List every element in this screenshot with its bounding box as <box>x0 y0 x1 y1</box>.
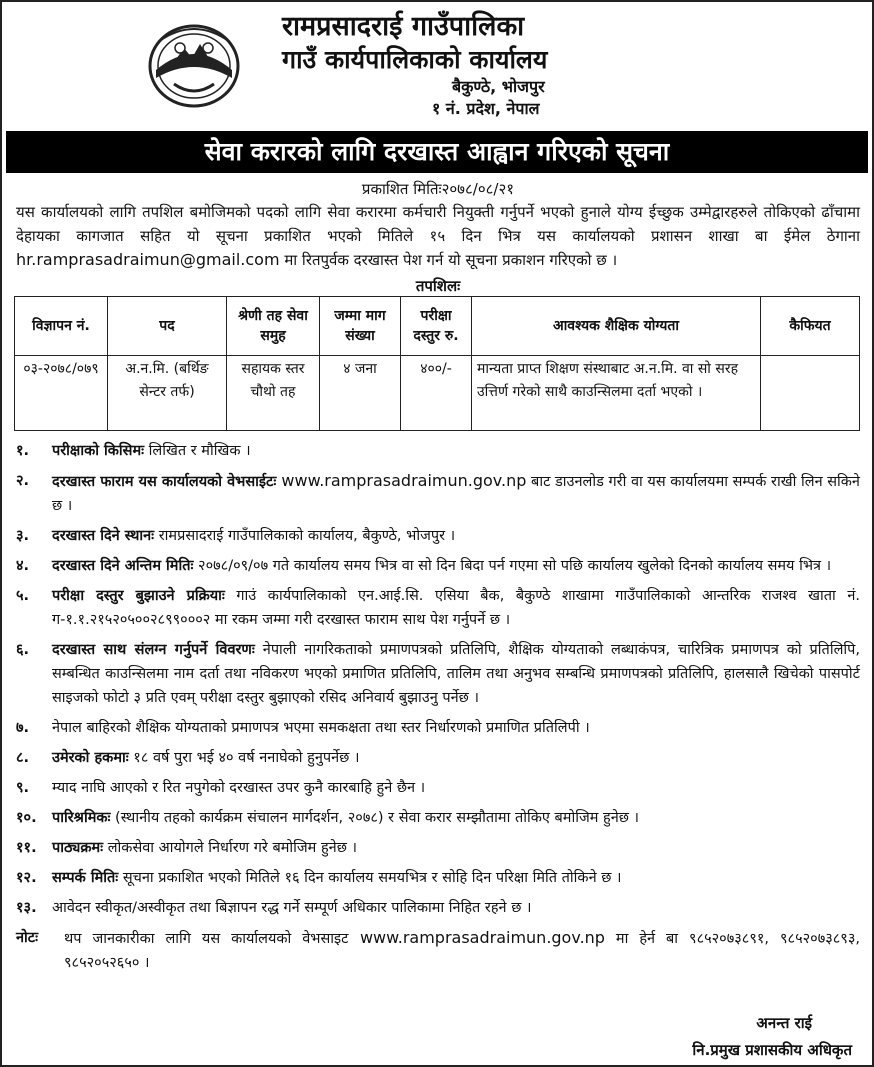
province-name: १ नं. प्रदेश, नेपाल <box>432 99 540 118</box>
signatory-name: अनन्त राई <box>756 1014 812 1032</box>
col-header-ad-no: विज्ञापन नं. <box>15 297 108 356</box>
item-number: १०. <box>16 810 37 826</box>
signatory-title: नि.प्रमुख प्रशासकीय अधिकृत <box>692 1041 852 1059</box>
list-item <box>16 584 860 632</box>
item-text: आवेदन स्वीकृत/अस्वीकृत तथा बिज्ञापन रद्ध गर्ने सम्पूर्ण अधिकार पालिकामा निहित रहने छ । <box>52 900 532 916</box>
item-text: (स्थानीय तहको कार्यक्रम संचालन मार्गदर्शन, २०७८) र सेवा करार सम्झौतामा तोकिए बमोजिम हुनेछ । <box>110 810 640 826</box>
office-title <box>282 10 547 120</box>
col-header-level: श्रेणी तह सेवा समुह <box>227 297 320 356</box>
item-number: ३. <box>16 528 30 544</box>
cell-post: अ.न.मि. (बर्थिङ सेन्टर तर्फ) <box>108 356 227 431</box>
item-text: लिखित र मौखिक । <box>144 443 251 459</box>
office-name: गाउँ कार्यपालिकाको कार्यालय <box>282 45 548 74</box>
col-header-post: पद <box>108 297 227 356</box>
list-item <box>16 746 860 770</box>
item-text: म्याद नाघि आएको र रित नपुगेको दरखास्त उपर कुनै कारबाहि हुने छैन । <box>52 780 426 796</box>
government-emblem-icon <box>144 18 244 110</box>
item-number: ५. <box>16 588 30 604</box>
contact-email-link[interactable]: hr.ramprasadraimun@gmail.com <box>16 250 280 269</box>
item-number: ७. <box>16 720 30 736</box>
item-label: परीक्षा दस्तुर बुझाउने प्रक्रियाः <box>52 588 225 604</box>
cell-fee: ४००/- <box>401 356 472 431</box>
item-number: ९. <box>16 780 30 796</box>
note-text-1: थप जानकारीका लागि यस कार्यालयको वेभसाइट <box>64 931 349 947</box>
intro-text-2: मा रितपुर्वक दरखास्त पेश गर्न यो सूचना प्रकाशन गरिएको छ । <box>284 251 618 269</box>
intro-paragraph <box>16 200 860 272</box>
list-item <box>16 469 860 518</box>
item-number: १३. <box>16 900 37 916</box>
cell-count: ४ जना <box>320 356 401 431</box>
item-number: ८. <box>16 750 30 766</box>
item-label: उमेरको हकमाः <box>52 750 129 766</box>
col-header-remarks: कैफियत <box>761 297 860 356</box>
table-caption: तपशिलः <box>415 277 461 295</box>
list-item <box>16 638 860 710</box>
item-number: २. <box>16 473 30 489</box>
list-item <box>16 554 860 578</box>
item-label: परीक्षाको किसिमः <box>52 443 145 459</box>
published-date: प्रकाशित मितिः२०७८/०८/२१ <box>361 180 515 198</box>
item-number: ६. <box>16 642 30 658</box>
table-header-row <box>15 297 860 356</box>
item-text: नेपाल बाहिरको शैक्षिक योग्यताको प्रमाणपत्र भएमा समकक्षता तथा स्तर निर्धारणको प्रमाणित प्रतिलिपी । <box>52 720 590 736</box>
notice-body <box>16 178 860 975</box>
list-item <box>16 896 860 920</box>
note <box>16 926 860 975</box>
item-text: रामप्रसादराई गाउँपालिकाको कार्यालय, बैकुण्ठे, भोजपुर । <box>154 528 456 544</box>
item-text: लोकसेवा आयोगले निर्धारण गरे बमोजिम हुनेछ । <box>103 840 357 856</box>
item-label: पाठ्यक्रमः <box>52 840 104 856</box>
intro-text-1: यस कार्यालयको लागि तपशिल बमोजिमको पदको लागि सेवा करारमा कर्मचारी नियुक्ती गर्नुपर्ने भएको हुनाले योग्य ईच्छुक उम्मेद्वारहरुले तोकिएको ढाँचामा देहायका कागजात सहित यो सूचना प्रकाशित भएको मितिले १५ दिन भित्र यस कार्यालयको प्रशासन शाखा बा ईमेल ठेगाना <box>16 203 860 245</box>
list-item <box>16 836 860 860</box>
header <box>2 2 872 130</box>
list-item <box>16 439 860 463</box>
list-item <box>16 776 860 800</box>
item-number: ४. <box>16 558 30 574</box>
conditions-list <box>16 439 860 920</box>
item-number: १२. <box>16 870 37 886</box>
cell-ad-no: ०३-२०७८/०७९ <box>15 356 108 431</box>
list-item <box>16 806 860 830</box>
website-link[interactable]: www.ramprasadraimun.gov.np <box>276 471 527 490</box>
municipality-name: रामप्रसादराई गाउँपालिका <box>282 11 525 42</box>
list-item <box>16 524 860 548</box>
item-number: १. <box>16 443 30 459</box>
list-item <box>16 866 860 890</box>
item-label: दरखास्त फाराम यस कार्यालयको वेभसाईटः <box>52 474 277 490</box>
list-item <box>16 716 860 740</box>
note-label: नोटः <box>16 930 39 946</box>
table-row <box>15 356 860 431</box>
col-header-qualification: आवश्यक शैक्षिक योग्यता <box>472 297 761 356</box>
cell-level: सहायक स्तर चौथो तह <box>227 356 320 431</box>
item-label: दरखास्त दिने स्थानः <box>52 528 155 544</box>
note-text-2: मा हेर्न बा ९८५२०७३८९१, ९८५२०७३८९३, ९८५२०५२६५० । <box>64 931 861 971</box>
signature-block <box>692 1010 852 1064</box>
item-label: सम्पर्क मितिः <box>52 870 119 886</box>
item-label: पारिश्रमिकः <box>52 810 111 826</box>
item-number: ११. <box>16 840 37 856</box>
item-label: दरखास्त दिने अन्तिम मितिः <box>52 558 194 574</box>
cell-qualification: मान्यता प्राप्त शिक्षण संस्थाबाट अ.न.मि. वा सो सरह उत्तिर्ण गरेको साथै काउन्सिलमा दर्ता भएको । <box>472 356 761 431</box>
vacancy-table <box>14 296 860 431</box>
col-header-count: जम्मा माग संख्या <box>320 297 401 356</box>
item-text: बाट डाउनलोड गरी वा यस कार्यालयमा सम्पर्क राखी लिन सकिने छ । <box>52 474 860 514</box>
item-text: नेपाली नागरिकताको प्रमाणपत्रको प्रतिलिपि, शैक्षिक योग्यताको लब्धाकंपत्र, चारित्रिक प्रमाणपत्र को प्रतिलिपि, सम्बन्धित काउन्सिलमा नाम दर्ता तथा नविकरण भएको प्रमाणित प्रतिलिपि, तालिम तथा अनुभव सम्बन्धि प्रमाणपत्रको प्रतिलिपि, हालसालै खिचेको पासपोर्ट साइजको फोटो ३ प्रति एवम् परीक्षा दस्तुर बुझाएको रसिद अनिवार्य बुझाउनु पर्नेछ । <box>52 642 861 706</box>
col-header-fee: परीक्षा दस्तुर रु. <box>401 297 472 356</box>
item-text: १८ वर्ष पुरा भई ४० वर्ष ननाघेको हुनुपर्नेछ । <box>128 750 360 766</box>
note-website-link[interactable]: www.ramprasadraimun.gov.np <box>348 928 605 947</box>
item-text: गाउं कार्यपालिकाको एन.आई.सि. एसिया बैक, बैकुण्ठे शाखामा गाउँपालिकाको आन्तरिक राजश्व खाता नं. ग-१.१.२१५२०५००२८९९०००२ मा रकम जम्मा गरी दरखास्त फाराम साथ पेश गर्नुपर्ने छ । <box>52 588 860 628</box>
cell-remarks <box>761 356 860 431</box>
office-address: बैकुण्ठे, भोजपुर <box>452 77 545 96</box>
item-text: सूचना प्रकाशित भएको मितिले १६ दिन कार्यालय समयभित्र र सोहि दिन परिक्षा मिति तोकिने छ । <box>118 870 622 886</box>
item-text: २०७८/०९/०७ गते कार्यालय समय भित्र वा सो दिन बिदा पर्न गएमा सो पछि कार्यालय खुलेको दिनको कार्यालय समय भित्र । <box>193 558 832 574</box>
item-label: दरखास्त साथ संलग्न गर्नुपर्ने विवरणः <box>52 642 255 658</box>
notice-title-banner: सेवा करारको लागि दरखास्त आह्वान गरिएको सूचना <box>6 131 868 173</box>
